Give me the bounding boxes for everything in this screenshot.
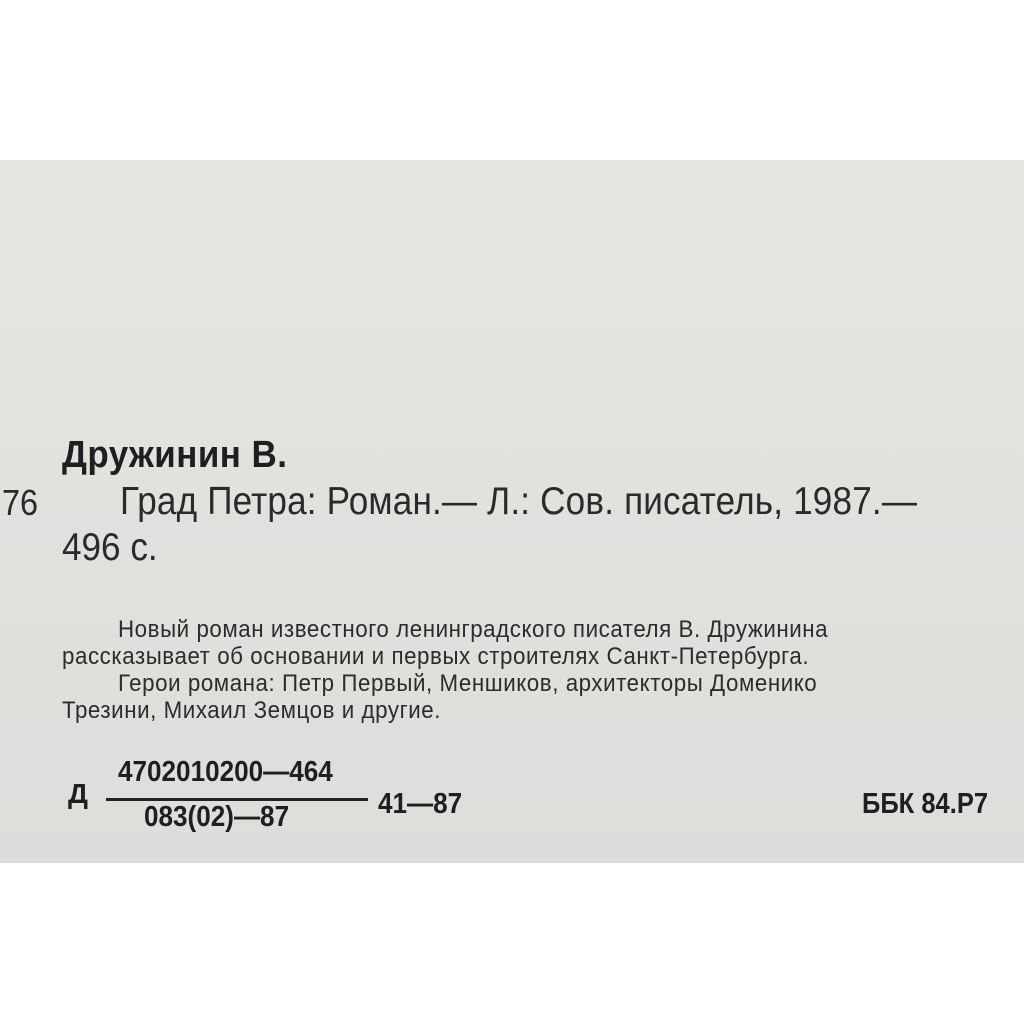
classification-prefix: 76 — [2, 482, 39, 523]
annotation-line: Герои романа: Петр Первый, Меншиков, архитекторы Доменико — [118, 670, 818, 697]
author-name: Дружинин В. — [62, 434, 288, 476]
catalog-card — [0, 160, 1024, 863]
code-letter: Д — [68, 778, 88, 809]
bibliographic-title: Град Петра: Роман.— Л.: Сов. писатель, 1987.— — [120, 480, 918, 523]
page-count: 496 с. — [62, 526, 158, 569]
bbk-index: ББК 84.Р7 — [862, 788, 989, 820]
annotation-line: рассказывает об основании и первых строителях Санкт-Петербурга. — [62, 643, 810, 670]
annotation-line: Новый роман известного ленинградского писателя В. Дружинина — [118, 616, 829, 643]
code-numerator: 4702010200—464 — [118, 756, 333, 788]
code-suffix: 41—87 — [378, 788, 463, 820]
code-denominator: 083(02)—87 — [144, 801, 290, 833]
annotation-line: Трезини, Михаил Земцов и другие. — [62, 697, 442, 724]
